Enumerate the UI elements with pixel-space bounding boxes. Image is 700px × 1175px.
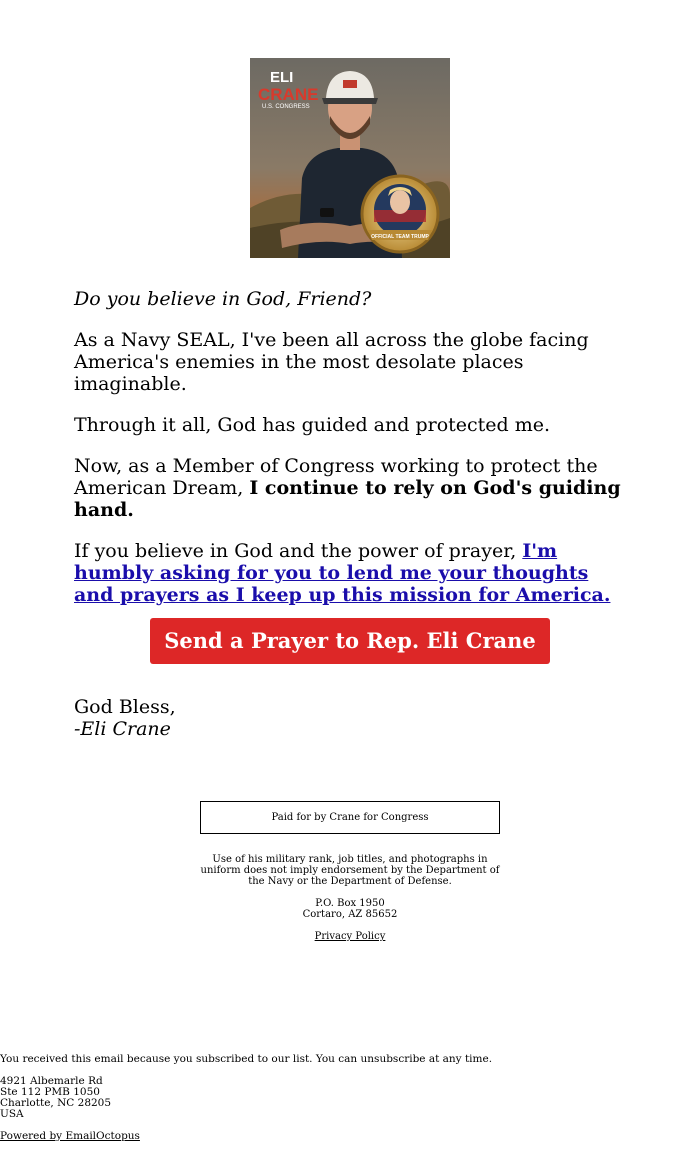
paragraph-congress-emphasis: I continue to rely on God's guiding hand.	[74, 477, 621, 521]
address-country: USA	[0, 1108, 24, 1120]
watch-icon	[320, 208, 334, 217]
team-trump-badge	[362, 176, 438, 252]
signature: -Eli Crane	[74, 718, 171, 740]
hero-photo	[250, 58, 450, 258]
mailing-address	[200, 898, 500, 920]
military-notice: Use of his military rank, job titles, and photographs in uniform does not imply endorsement by the Department of the Navy or the Department of Defense.	[200, 854, 500, 887]
greeting: Do you believe in God, Friend?	[74, 288, 372, 310]
send-prayer-button[interactable]: Send a Prayer to Rep. Eli Crane >>	[150, 618, 550, 664]
logo-name-bottom: CRANE	[258, 85, 319, 104]
po-city: Cortaro, AZ 85652	[302, 909, 398, 920]
paragraph-guided: Through it all, God has guided and protected me.	[74, 414, 551, 436]
hero-illustration	[250, 58, 450, 258]
po-box: P.O. Box 1950	[315, 898, 385, 909]
paragraph-congress	[74, 455, 634, 521]
logo-name-top: ELI	[270, 69, 294, 86]
logo-subtitle: U.S. CONGRESS	[262, 104, 310, 110]
paragraph-prayer-text: If you believe in God and the power of prayer,	[74, 540, 523, 562]
address-line-3: Charlotte, NC 28205	[0, 1097, 112, 1109]
email-footer	[0, 1054, 700, 1153]
email-body	[74, 288, 634, 625]
sender-address	[0, 1076, 700, 1120]
prayer-link[interactable]: I'm humbly asking for you to lend me your thoughts and prayers as I keep up this mission for America.	[74, 540, 611, 606]
address-line-1: 4921 Albemarle Rd	[0, 1075, 103, 1087]
disclaimer	[200, 854, 500, 953]
paragraph-navy-seal: As a Navy SEAL, I've been all across the globe facing America's enemies in the most desolate places imaginable.	[74, 329, 589, 395]
address-line-2: Ste 112 PMB 1050	[0, 1086, 100, 1098]
paragraph-prayer	[74, 540, 634, 606]
signoff	[74, 696, 176, 740]
powered-by-link[interactable]: Powered by EmailOctopus	[0, 1130, 140, 1142]
paid-for-box: Paid for by Crane for Congress	[200, 801, 500, 834]
badge-text: OFFICIAL TEAM TRUMP	[371, 234, 429, 240]
paragraph-congress-text: Now, as a Member of Congress working to protect the American Dream,	[74, 455, 598, 499]
subscription-note: You received this email because you subscribed to our list. You can unsubscribe at any time.	[0, 1053, 493, 1065]
closing: God Bless,	[74, 696, 176, 718]
privacy-policy-link[interactable]: Privacy Policy	[314, 931, 386, 942]
